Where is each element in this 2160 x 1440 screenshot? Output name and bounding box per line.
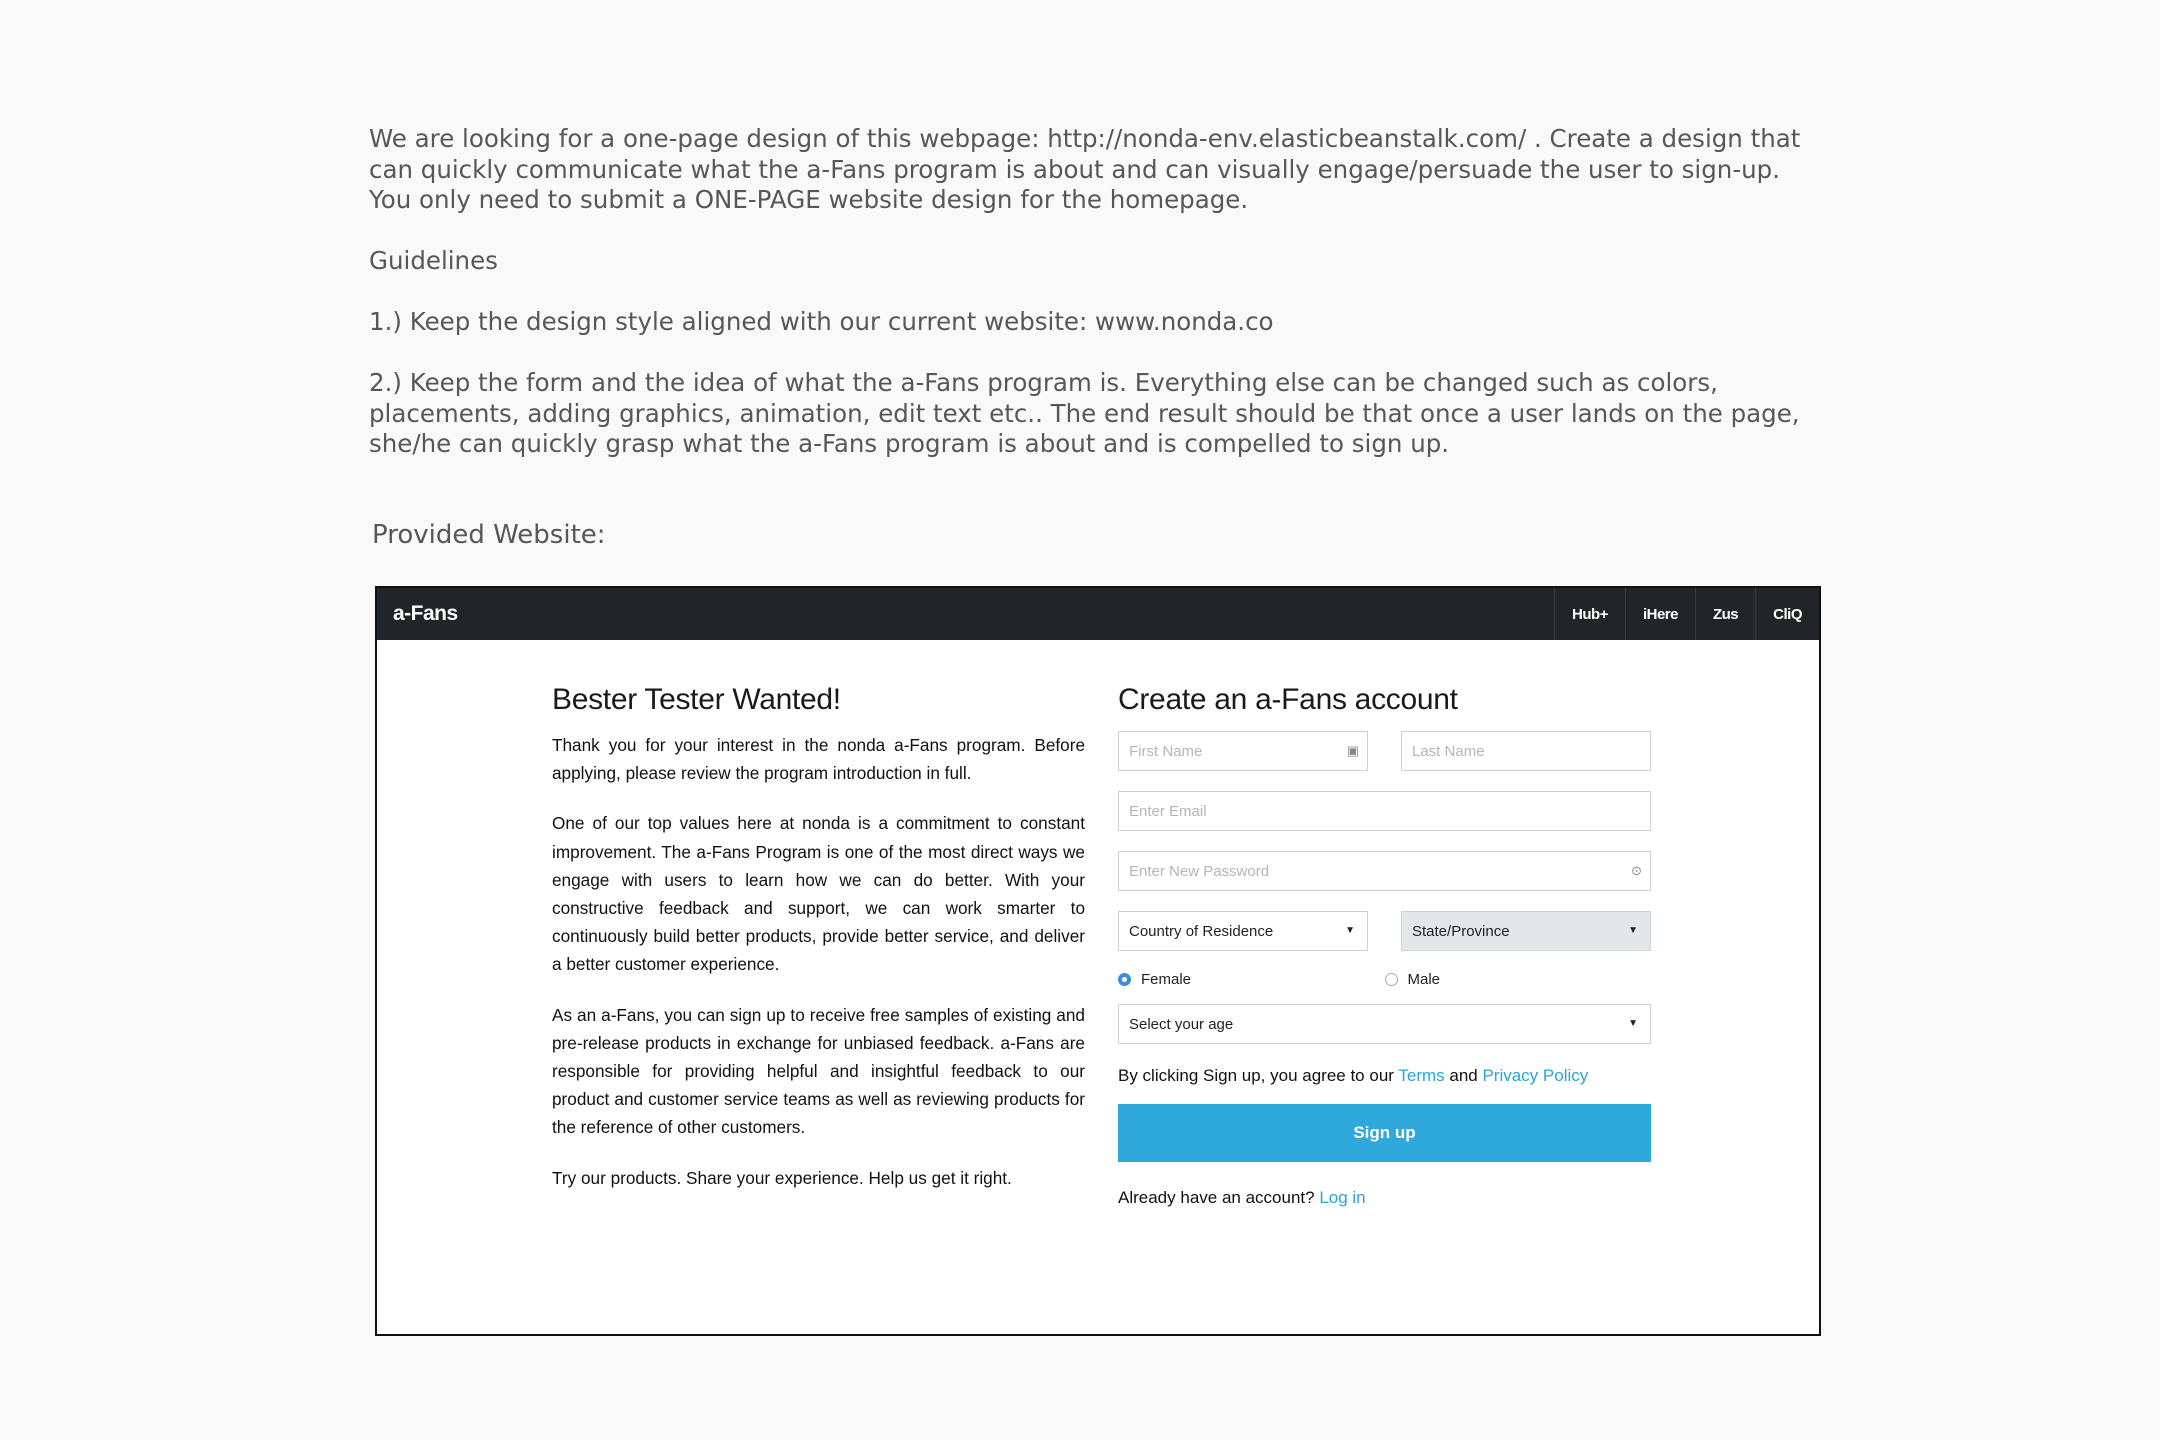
key-icon[interactable]: ⊙ <box>1631 863 1642 878</box>
first-name-placeholder: First Name <box>1129 742 1203 760</box>
country-select-value: Country of Residence <box>1129 922 1274 940</box>
intro-paragraph: Thank you for your interest in the nonda a-Fans program. Before applying, please review the program introduction in full. <box>552 735 1085 784</box>
male-label: Male <box>1407 971 1441 988</box>
agree-prefix: By clicking Sign up, you agree to our <box>1118 1066 1399 1085</box>
brief-paragraph: We are looking for a one-page design of this webpage: http://nonda-env.elasticbeanstalk.com/ . Create a design that can quickly communicate what the a-Fans program is about and can visually engage/persuade the user to sign-up. You only need to submit a ONE-PAGE website design for the homepage. <box>369 124 1801 214</box>
terms-link[interactable]: Terms <box>1398 1066 1445 1085</box>
last-name-input[interactable] <box>1401 731 1651 771</box>
nav-link-zus[interactable]: Zus <box>1695 588 1755 640</box>
nav-link-ihere[interactable]: iHere <box>1625 588 1695 640</box>
provided-website-label: Provided Website: <box>372 520 606 550</box>
state-select-value: State/Province <box>1412 922 1510 940</box>
intro-paragraph: One of our top values here at nonda is a commitment to constant improvement. The a-Fans Program is one of the most direct ways we engage with users to learn how we can do better. With your constructive feedback and support, we can work smarter to continuously build better products, provide better service, and deliver a better customer experience. <box>552 813 1085 975</box>
design-brief <box>369 124 1829 490</box>
state-select[interactable] <box>1401 911 1651 951</box>
brand-logo[interactable]: a-Fans <box>393 602 458 625</box>
radio-unchecked-icon[interactable] <box>1385 973 1398 986</box>
terms-agreement <box>1118 1066 1651 1086</box>
radio-checked-icon[interactable] <box>1118 973 1131 986</box>
female-label: Female <box>1141 971 1192 988</box>
first-name-input[interactable] <box>1118 731 1368 771</box>
age-select-value: Select your age <box>1129 1015 1234 1033</box>
top-navbar <box>377 588 1819 640</box>
intro-tagline: Try our products. Share your experience. Help us get it right. <box>552 1167 1012 1188</box>
intro-title: Bester Tester Wanted! <box>552 683 841 716</box>
nav-link-hub-plus[interactable]: Hub+ <box>1554 588 1625 640</box>
login-link[interactable]: Log in <box>1319 1188 1366 1207</box>
caret-down-icon: ▼ <box>1345 925 1355 936</box>
caret-down-icon: ▼ <box>1628 925 1638 936</box>
intro-paragraph: As an a-Fans, you can sign up to receive free samples of existing and pre-release products in exchange for unbiased feedback. a-Fans are responsible for providing helpful and insightful feedback to our product and customer service teams as well as reviewing products for the reference of other customers. <box>552 1004 1085 1138</box>
agree-and: and <box>1444 1066 1483 1085</box>
gender-female-option[interactable] <box>1118 971 1385 988</box>
last-name-placeholder: Last Name <box>1412 742 1485 760</box>
country-select[interactable] <box>1118 911 1368 951</box>
have-account-text: Already have an account? <box>1118 1188 1320 1207</box>
intro-column <box>552 683 1085 1214</box>
website-screenshot <box>375 586 1821 1336</box>
guideline-item-1: 1.) Keep the design style aligned with our current website: www.nonda.co <box>369 307 1274 336</box>
password-input[interactable] <box>1118 851 1651 891</box>
signup-button[interactable]: Sign up <box>1118 1104 1651 1162</box>
age-select[interactable] <box>1118 1004 1651 1044</box>
password-placeholder: Enter New Password <box>1129 862 1270 880</box>
email-placeholder: Enter Email <box>1129 802 1207 820</box>
privacy-policy-link[interactable]: Privacy Policy <box>1482 1066 1589 1085</box>
login-prompt <box>1118 1188 1651 1208</box>
gender-male-option[interactable] <box>1385 971 1652 988</box>
contact-card-icon: ▣ <box>1346 743 1359 758</box>
caret-down-icon: ▼ <box>1628 1018 1638 1029</box>
guidelines-heading: Guidelines <box>369 246 498 275</box>
nav-links <box>1554 588 1819 640</box>
signup-form <box>1118 683 1651 1208</box>
form-title: Create an a-Fans account <box>1118 683 1458 716</box>
guideline-item-2: 2.) Keep the form and the idea of what the a-Fans program is. Everything else can be changed such as colors, placements, adding graphics, animation, edit text etc.. The end result should be that once a user lands on the page, she/he can quickly grasp what the a-Fans program is about and is compelled to sign up. <box>369 368 1800 458</box>
gender-radio-group <box>1118 971 1651 988</box>
nav-link-cliq[interactable]: CliQ <box>1755 588 1819 640</box>
email-input[interactable] <box>1118 791 1651 831</box>
